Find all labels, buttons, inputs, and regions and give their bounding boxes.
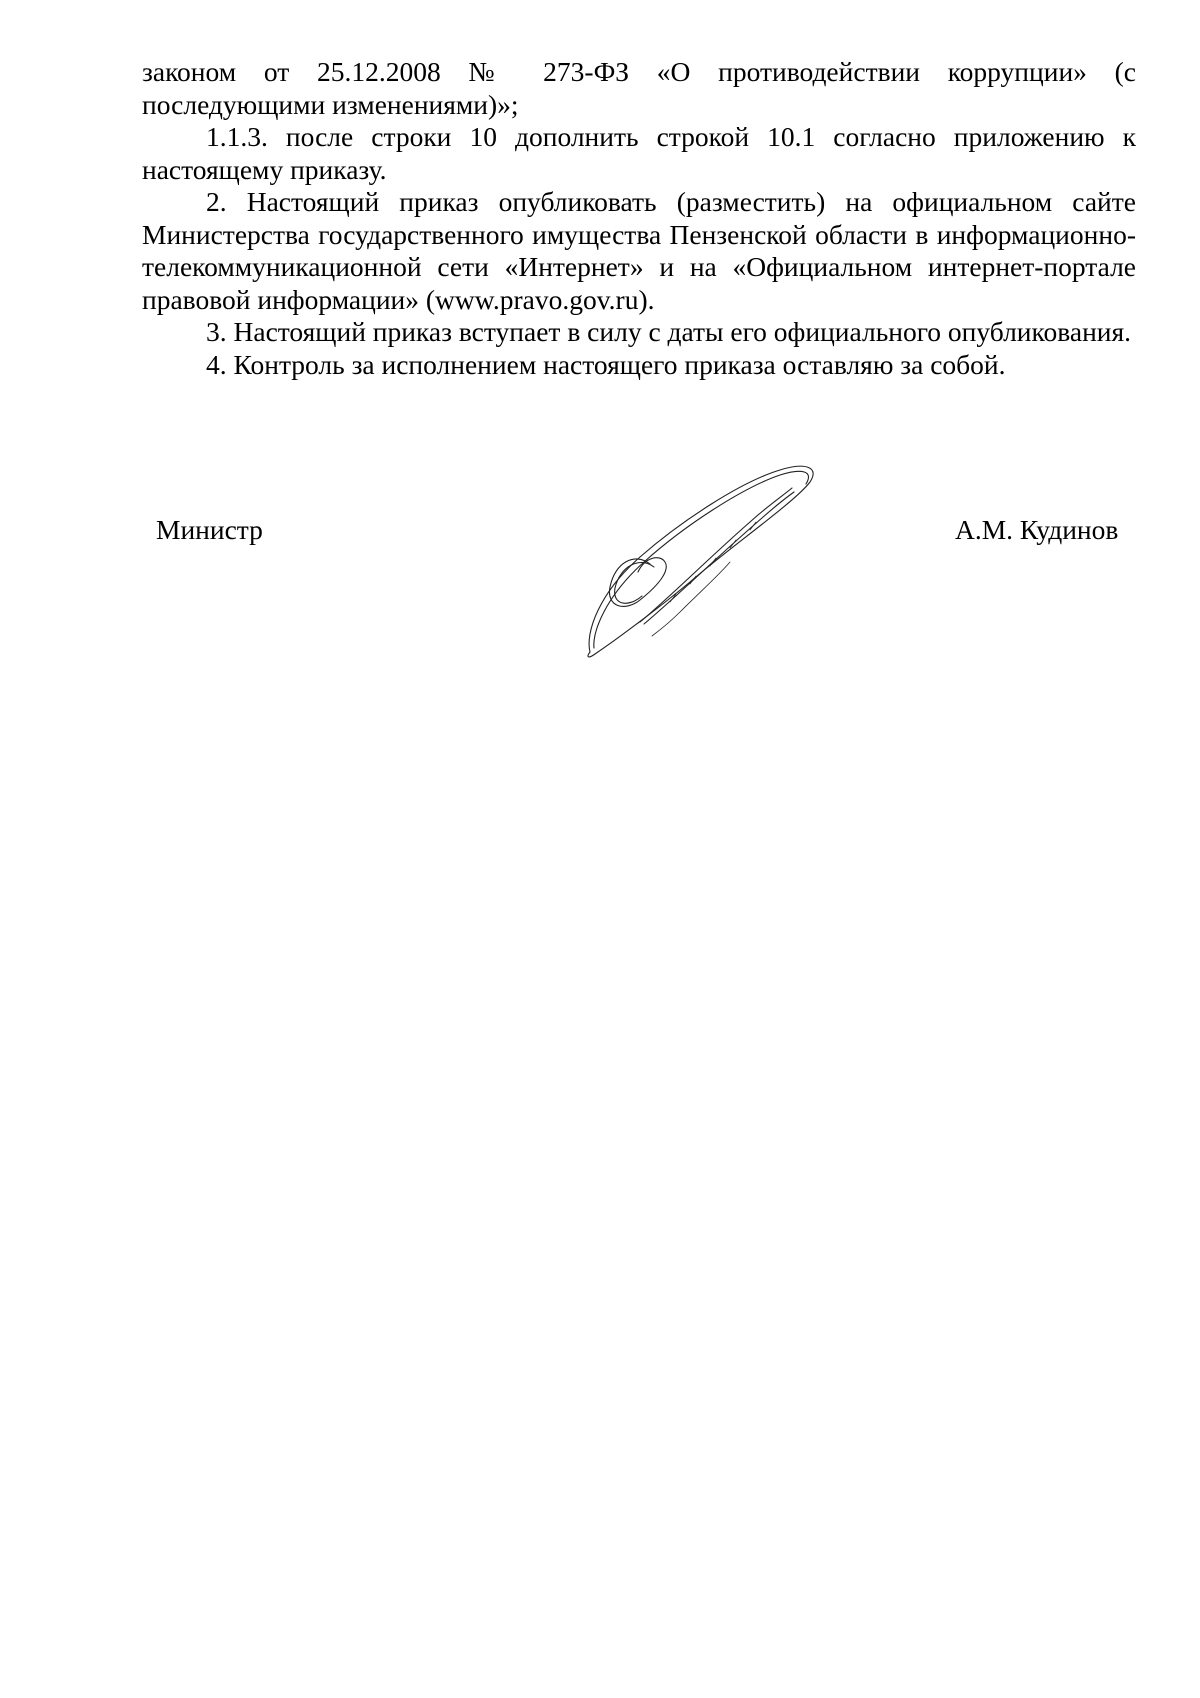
paragraph-1-1-3: 1.1.3. после строки 10 дополнить строкой 10.1 согласно приложению к настоящему приказу.: [142, 121, 1136, 185]
paragraph-2: 2. Настоящий приказ опубликовать (разместить) на официальном сайте Министерства государственного имущества Пензенской области в информационно-телекоммуникационной сети «Интернет» и на «Официальном интернет-портале правовой информации» (www.pravo.gov.ru).: [142, 186, 1136, 315]
paragraph-law-reference: законом от 25.12.2008 № 273-ФЗ «О противодействии коррупции» (с последующими изменениями)»;: [142, 56, 1136, 120]
paragraph-4: 4. Контроль за исполнением настоящего приказа оставляю за собой.: [206, 348, 1006, 380]
signatory-name: А.М. Кудинов: [955, 514, 1119, 545]
handwritten-signature: [580, 462, 840, 662]
document-body: [142, 56, 1136, 381]
signatory-title: Министр: [156, 514, 263, 545]
paragraph-3: 3. Настоящий приказ вступает в силу с даты его официального опубликования.: [206, 316, 1132, 347]
